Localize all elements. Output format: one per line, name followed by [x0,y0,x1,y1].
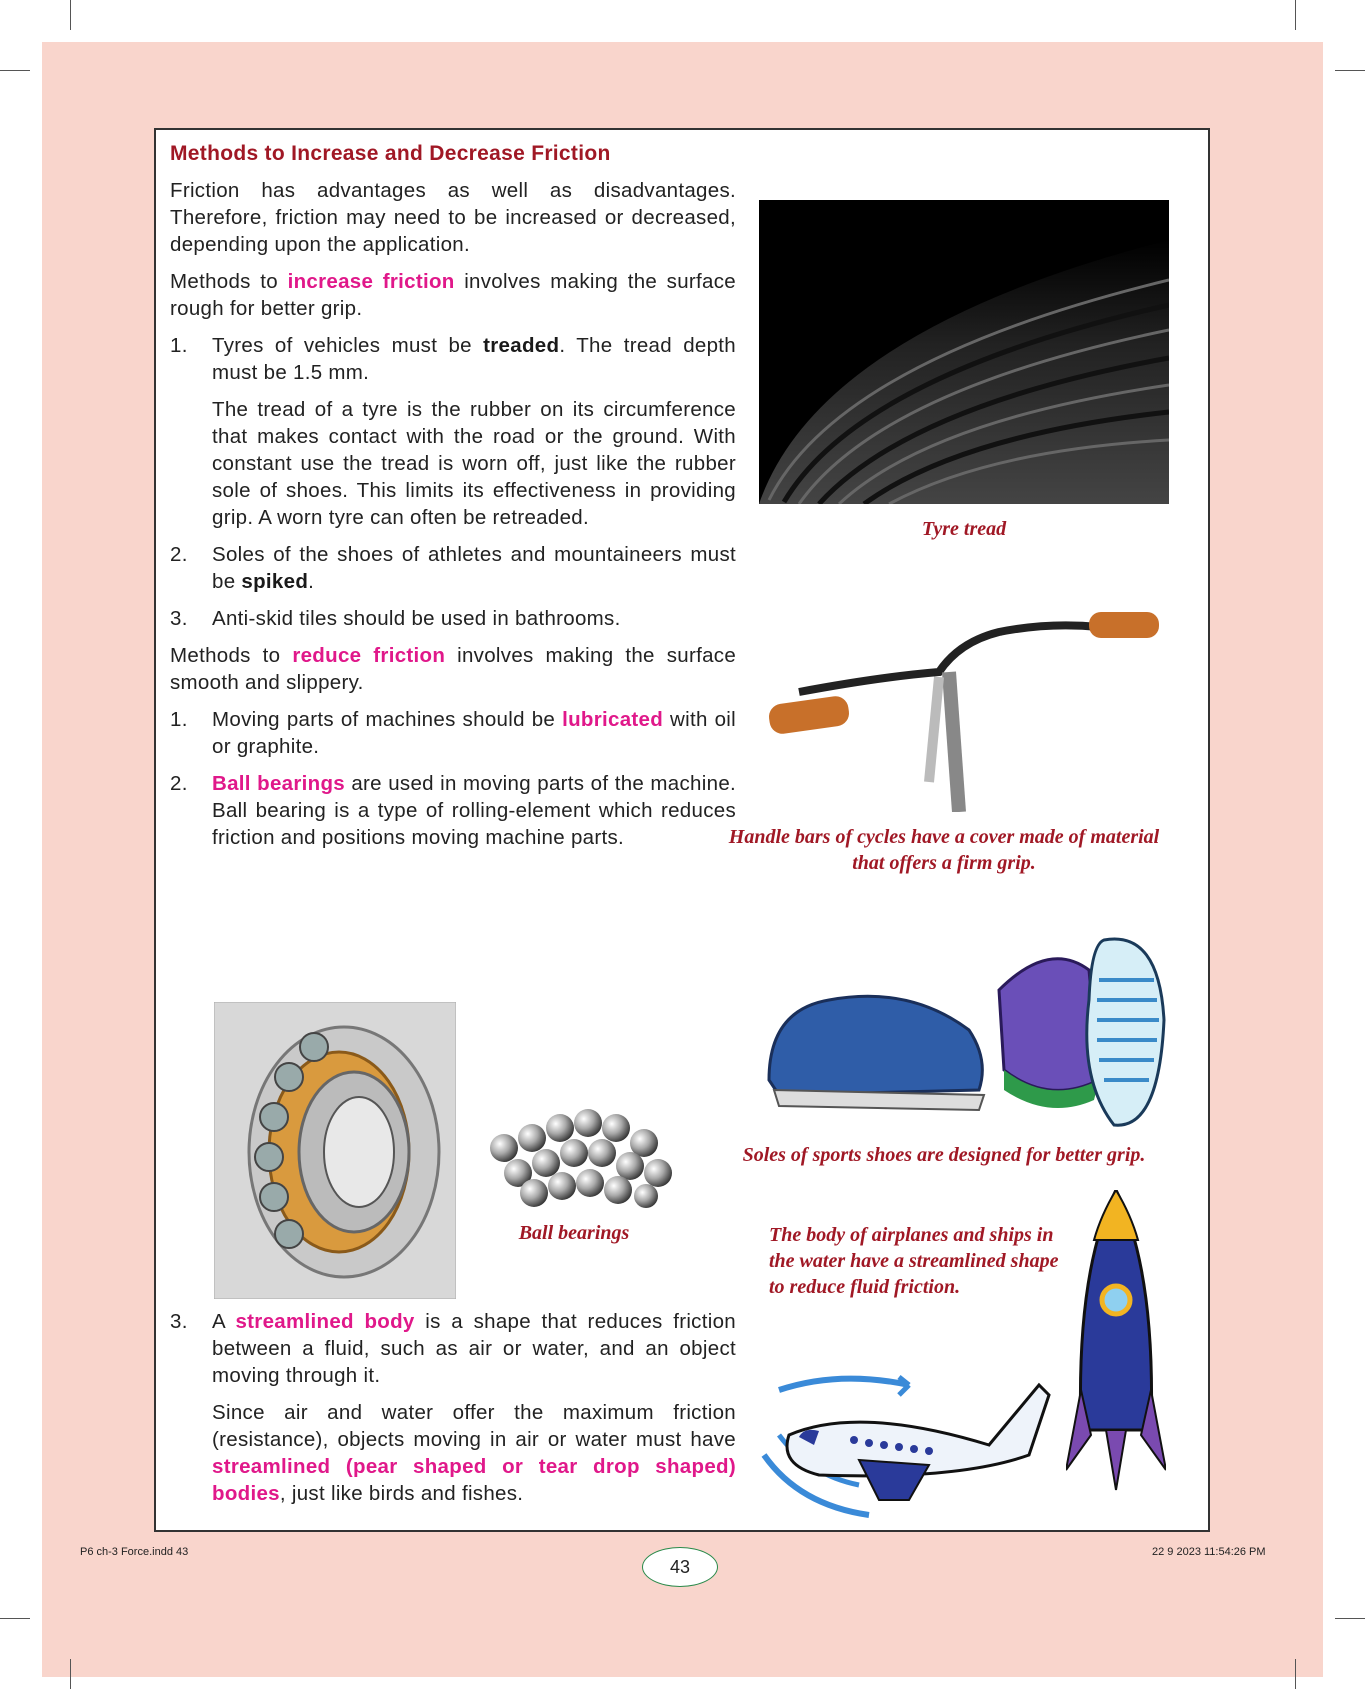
slug-right: 22 9 2023 11:54:26 PM [1152,1546,1266,1558]
item-text: are used in moving parts of the machine. Ball bearing is a type of rolling-element which reduces friction and positions moving machine parts. [212,772,737,849]
item-text: with oil or graphite. [212,708,737,758]
list-item [170,770,736,851]
handlebar-image [759,582,1169,812]
reduce-paragraph [170,642,736,696]
item-number: 3. [170,607,188,630]
crop-mark [1335,1618,1365,1619]
ball-bearing-ring-image [214,1002,456,1299]
list-item [170,706,736,760]
increase-post: involves making the surface rough for better grip. [170,270,736,320]
item-term: treaded [483,334,560,357]
item-number: 2. [170,772,188,795]
item-number: 1. [170,334,188,357]
increase-pre: Methods to [170,270,278,293]
item-term: Ball bearings [212,772,345,795]
reduce-term: reduce friction [292,644,446,667]
crop-mark [70,0,71,30]
content-panel [154,128,1210,1532]
item-number: 2. [170,543,188,566]
text-column [170,130,736,861]
item-text: A [212,1310,225,1333]
item-term: spiked [241,570,309,593]
item-text: Moving parts of machines should be [212,708,556,731]
airplane-image [759,1365,1059,1525]
item-text: Anti-skid tiles should be used in bathrooms. [212,607,621,630]
section-heading: Methods to Increase and Decrease Friction [170,142,611,165]
item-text: . The tread depth must be 1.5 mm. [212,334,736,384]
tyre-caption: Tyre tread [921,518,1007,540]
note-term: streamlined (pear shaped or tear drop shaped) bodies [212,1455,736,1505]
crop-mark [1335,70,1365,71]
slug-left: P6 ch-3 Force.indd 43 [80,1546,189,1558]
text-column-lower [170,1308,736,1517]
streamline-note [170,1399,736,1507]
item-term: lubricated [562,708,664,731]
crop-mark [70,1659,71,1689]
item-text: Tyres of vehicles must be [212,334,472,357]
reduce-pre: Methods to [170,644,281,667]
crop-mark [1295,1659,1296,1689]
sports-shoes-image [759,930,1169,1130]
rocket-image [1066,1190,1166,1500]
list-item [170,605,736,632]
shoes-caption: Soles of sports shoes are designed for better grip. [742,1144,1146,1166]
item-number: 1. [170,708,188,731]
list-item [170,1308,736,1389]
intro-paragraph: Friction has advantages as well as disadvantages. Therefore, friction may need to be increased or decreased, depending upon the application. [170,179,736,256]
item-text: . [308,570,315,593]
streamline-caption: The body of airplanes and ships in the water have a streamlined shape to reduce fluid friction. [769,1224,1059,1298]
item-term: streamlined body [235,1310,415,1333]
increase-paragraph [170,268,736,322]
handle-caption: Handle bars of cycles have a cover made of material that offers a firm grip. [728,826,1160,874]
increase-term: increase friction [287,270,455,293]
page-number: 43 [642,1547,718,1587]
list-item [170,541,736,595]
crop-mark [0,1618,30,1619]
note-text: Since air and water offer the maximum friction (resistance), objects moving in air or water must have [212,1401,736,1451]
list-item [170,332,736,386]
loose-balls-image [474,1098,674,1208]
crop-mark [0,70,30,71]
item-number: 3. [170,1310,188,1333]
ball-caption: Ball bearings [518,1222,630,1244]
tread-note: The tread of a tyre is the rubber on its circumference that makes contact with the road or the ground. With constant use the tread is worn off, just like the rubber sole of shoes. This limits its effectiveness in providing grip. A worn tyre can often be retreaded. [212,398,736,529]
crop-mark [1295,0,1296,30]
note-text: , just like birds and fishes. [279,1482,524,1505]
reduce-post: involves making the surface smooth and slippery. [170,644,737,694]
item-text: Soles of the shoes of athletes and mountaineers must be [212,543,736,593]
tyre-tread-image [759,200,1169,504]
item-text: is a shape that reduces friction between a fluid, such as air or water, and an object moving through it. [212,1310,736,1387]
